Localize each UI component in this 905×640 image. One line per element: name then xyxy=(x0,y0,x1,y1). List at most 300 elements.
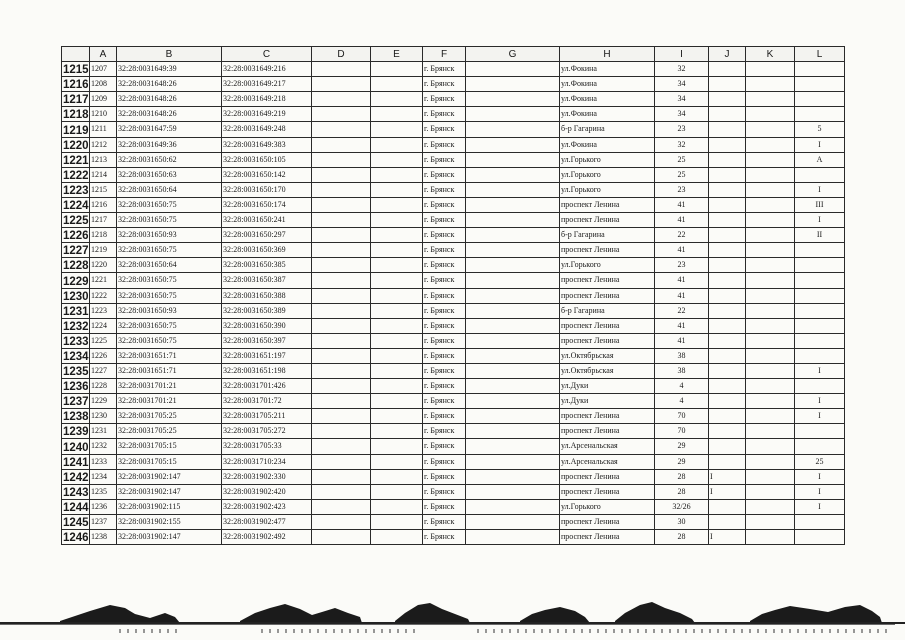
cell-c[interactable]: 32:28:0031705:272 xyxy=(222,424,312,439)
cell-i[interactable]: 41 xyxy=(655,273,709,288)
cell-d[interactable] xyxy=(312,303,371,318)
row-number[interactable]: 1245 xyxy=(62,514,90,529)
cell-g[interactable] xyxy=(466,243,560,258)
cell-g[interactable] xyxy=(466,77,560,92)
cell-k[interactable] xyxy=(746,379,795,394)
cell-l[interactable]: 5 xyxy=(795,122,845,137)
cell-e[interactable] xyxy=(371,92,423,107)
row-number[interactable]: 1221 xyxy=(62,152,90,167)
row-number[interactable]: 1222 xyxy=(62,167,90,182)
cell-f[interactable]: г. Брянск xyxy=(423,514,466,529)
cell-i[interactable]: 70 xyxy=(655,409,709,424)
cell-i[interactable]: 23 xyxy=(655,182,709,197)
cell-i[interactable]: 41 xyxy=(655,197,709,212)
cell-b[interactable]: 32:28:0031650:75 xyxy=(117,273,222,288)
cell-d[interactable] xyxy=(312,439,371,454)
cell-a[interactable]: 1219 xyxy=(90,243,117,258)
cell-e[interactable] xyxy=(371,288,423,303)
cell-e[interactable] xyxy=(371,394,423,409)
cell-d[interactable] xyxy=(312,514,371,529)
cell-h[interactable]: проспект Ленина xyxy=(560,197,655,212)
cell-e[interactable] xyxy=(371,243,423,258)
cell-f[interactable]: г. Брянск xyxy=(423,92,466,107)
cell-k[interactable] xyxy=(746,424,795,439)
cell-k[interactable] xyxy=(746,484,795,499)
cell-a[interactable]: 1226 xyxy=(90,348,117,363)
cell-h[interactable]: проспект Ленина xyxy=(560,333,655,348)
cell-d[interactable] xyxy=(312,318,371,333)
cell-e[interactable] xyxy=(371,77,423,92)
cell-d[interactable] xyxy=(312,197,371,212)
cell-h[interactable]: проспект Ленина xyxy=(560,243,655,258)
cell-a[interactable]: 1210 xyxy=(90,107,117,122)
cell-i[interactable]: 32 xyxy=(655,137,709,152)
cell-k[interactable] xyxy=(746,454,795,469)
cell-i[interactable]: 29 xyxy=(655,454,709,469)
column-header-h[interactable]: H xyxy=(560,47,655,62)
cell-g[interactable] xyxy=(466,348,560,363)
cell-e[interactable] xyxy=(371,348,423,363)
column-header-b[interactable]: B xyxy=(117,47,222,62)
cell-a[interactable]: 1229 xyxy=(90,394,117,409)
cell-j[interactable] xyxy=(709,303,746,318)
cell-e[interactable] xyxy=(371,228,423,243)
cell-h[interactable]: ул.Октябрьская xyxy=(560,363,655,378)
row-number[interactable]: 1243 xyxy=(62,484,90,499)
cell-c[interactable]: 32:28:0031651:197 xyxy=(222,348,312,363)
cell-h[interactable]: ул.Арсенальская xyxy=(560,439,655,454)
cell-h[interactable]: ул.Горького xyxy=(560,258,655,273)
cell-k[interactable] xyxy=(746,303,795,318)
cell-c[interactable]: 32:28:0031651:198 xyxy=(222,363,312,378)
cell-b[interactable]: 32:28:0031650:75 xyxy=(117,318,222,333)
cell-g[interactable] xyxy=(466,394,560,409)
cell-j[interactable]: I xyxy=(709,530,746,545)
cell-h[interactable]: ул.Октябрьская xyxy=(560,348,655,363)
cell-i[interactable]: 41 xyxy=(655,213,709,228)
cell-c[interactable]: 32:28:0031650:389 xyxy=(222,303,312,318)
cell-d[interactable] xyxy=(312,363,371,378)
cell-f[interactable]: г. Брянск xyxy=(423,469,466,484)
cell-d[interactable] xyxy=(312,484,371,499)
cell-k[interactable] xyxy=(746,77,795,92)
cell-g[interactable] xyxy=(466,363,560,378)
cell-i[interactable]: 41 xyxy=(655,318,709,333)
cell-j[interactable] xyxy=(709,122,746,137)
cell-k[interactable] xyxy=(746,182,795,197)
cell-e[interactable] xyxy=(371,152,423,167)
row-number[interactable]: 1236 xyxy=(62,379,90,394)
cell-h[interactable]: проспект Ленина xyxy=(560,273,655,288)
cell-g[interactable] xyxy=(466,137,560,152)
cell-i[interactable]: 4 xyxy=(655,379,709,394)
column-header-j[interactable]: J xyxy=(709,47,746,62)
cell-l[interactable] xyxy=(795,77,845,92)
cell-f[interactable]: г. Брянск xyxy=(423,288,466,303)
cell-j[interactable] xyxy=(709,424,746,439)
cell-c[interactable]: 32:28:0031649:219 xyxy=(222,107,312,122)
cell-b[interactable]: 32:28:0031648:26 xyxy=(117,77,222,92)
cell-b[interactable]: 32:28:0031650:63 xyxy=(117,167,222,182)
row-number[interactable]: 1232 xyxy=(62,318,90,333)
cell-j[interactable] xyxy=(709,77,746,92)
column-header-k[interactable]: K xyxy=(746,47,795,62)
row-number[interactable]: 1244 xyxy=(62,499,90,514)
cell-k[interactable] xyxy=(746,213,795,228)
cell-d[interactable] xyxy=(312,152,371,167)
cell-b[interactable]: 32:28:0031650:93 xyxy=(117,303,222,318)
cell-b[interactable]: 32:28:0031647:59 xyxy=(117,122,222,137)
cell-g[interactable] xyxy=(466,454,560,469)
cell-l[interactable]: 25 xyxy=(795,454,845,469)
cell-k[interactable] xyxy=(746,530,795,545)
cell-a[interactable]: 1232 xyxy=(90,439,117,454)
cell-g[interactable] xyxy=(466,288,560,303)
cell-h[interactable]: ул.Горького xyxy=(560,167,655,182)
cell-c[interactable]: 32:28:0031902:477 xyxy=(222,514,312,529)
cell-g[interactable] xyxy=(466,484,560,499)
cell-d[interactable] xyxy=(312,213,371,228)
cell-h[interactable]: б-р Гагарина xyxy=(560,303,655,318)
cell-c[interactable]: 32:28:0031902:420 xyxy=(222,484,312,499)
cell-a[interactable]: 1228 xyxy=(90,379,117,394)
cell-b[interactable]: 32:28:0031650:62 xyxy=(117,152,222,167)
cell-k[interactable] xyxy=(746,514,795,529)
column-header-d[interactable]: D xyxy=(312,47,371,62)
cell-a[interactable]: 1231 xyxy=(90,424,117,439)
row-number[interactable]: 1233 xyxy=(62,333,90,348)
cell-g[interactable] xyxy=(466,273,560,288)
cell-j[interactable] xyxy=(709,394,746,409)
cell-e[interactable] xyxy=(371,439,423,454)
cell-e[interactable] xyxy=(371,213,423,228)
cell-j[interactable] xyxy=(709,92,746,107)
cell-f[interactable]: г. Брянск xyxy=(423,182,466,197)
cell-f[interactable]: г. Брянск xyxy=(423,62,466,77)
cell-i[interactable]: 22 xyxy=(655,228,709,243)
column-header-f[interactable]: F xyxy=(423,47,466,62)
cell-b[interactable]: 32:28:0031902:147 xyxy=(117,469,222,484)
cell-b[interactable]: 32:28:0031649:39 xyxy=(117,62,222,77)
cell-b[interactable]: 32:28:0031705:25 xyxy=(117,409,222,424)
row-number[interactable]: 1226 xyxy=(62,228,90,243)
cell-h[interactable]: проспект Ленина xyxy=(560,409,655,424)
cell-c[interactable]: 32:28:0031650:297 xyxy=(222,228,312,243)
cell-c[interactable]: 32:28:0031650:369 xyxy=(222,243,312,258)
cell-g[interactable] xyxy=(466,530,560,545)
cell-c[interactable]: 32:28:0031650:397 xyxy=(222,333,312,348)
cell-b[interactable]: 32:28:0031649:36 xyxy=(117,137,222,152)
cell-b[interactable]: 32:28:0031651:71 xyxy=(117,348,222,363)
row-number[interactable]: 1217 xyxy=(62,92,90,107)
cell-a[interactable]: 1209 xyxy=(90,92,117,107)
cell-a[interactable]: 1222 xyxy=(90,288,117,303)
cell-j[interactable] xyxy=(709,348,746,363)
cell-d[interactable] xyxy=(312,182,371,197)
cell-d[interactable] xyxy=(312,409,371,424)
cell-d[interactable] xyxy=(312,379,371,394)
cell-h[interactable]: проспект Ленина xyxy=(560,530,655,545)
cell-l[interactable] xyxy=(795,318,845,333)
cell-k[interactable] xyxy=(746,122,795,137)
cell-f[interactable]: г. Брянск xyxy=(423,152,466,167)
cell-h[interactable]: ул.Фокина xyxy=(560,62,655,77)
cell-e[interactable] xyxy=(371,333,423,348)
cell-a[interactable]: 1214 xyxy=(90,167,117,182)
cell-c[interactable]: 32:28:0031650:388 xyxy=(222,288,312,303)
cell-a[interactable]: 1234 xyxy=(90,469,117,484)
cell-b[interactable]: 32:28:0031705:15 xyxy=(117,439,222,454)
cell-i[interactable]: 25 xyxy=(655,167,709,182)
row-number[interactable]: 1229 xyxy=(62,273,90,288)
cell-a[interactable]: 1208 xyxy=(90,77,117,92)
cell-i[interactable]: 4 xyxy=(655,394,709,409)
cell-l[interactable]: I xyxy=(795,409,845,424)
cell-l[interactable]: II xyxy=(795,228,845,243)
cell-f[interactable]: г. Брянск xyxy=(423,439,466,454)
cell-h[interactable]: проспект Ленина xyxy=(560,424,655,439)
cell-g[interactable] xyxy=(466,152,560,167)
cell-h[interactable]: проспект Ленина xyxy=(560,318,655,333)
cell-a[interactable]: 1236 xyxy=(90,499,117,514)
cell-j[interactable]: I xyxy=(709,484,746,499)
cell-c[interactable]: 32:28:0031650:105 xyxy=(222,152,312,167)
row-number[interactable]: 1240 xyxy=(62,439,90,454)
row-number[interactable]: 1242 xyxy=(62,469,90,484)
row-number[interactable]: 1225 xyxy=(62,213,90,228)
cell-k[interactable] xyxy=(746,152,795,167)
column-header-c[interactable]: C xyxy=(222,47,312,62)
cell-j[interactable] xyxy=(709,152,746,167)
cell-e[interactable] xyxy=(371,499,423,514)
cell-e[interactable] xyxy=(371,514,423,529)
cell-j[interactable] xyxy=(709,288,746,303)
cell-h[interactable]: б-р Гагарина xyxy=(560,228,655,243)
cell-d[interactable] xyxy=(312,469,371,484)
cell-d[interactable] xyxy=(312,530,371,545)
cell-e[interactable] xyxy=(371,484,423,499)
cell-l[interactable] xyxy=(795,258,845,273)
cell-l[interactable]: I xyxy=(795,363,845,378)
cell-h[interactable]: ул.Фокина xyxy=(560,92,655,107)
cell-d[interactable] xyxy=(312,454,371,469)
cell-i[interactable]: 34 xyxy=(655,92,709,107)
cell-j[interactable] xyxy=(709,499,746,514)
cell-c[interactable]: 32:28:0031650:142 xyxy=(222,167,312,182)
cell-a[interactable]: 1207 xyxy=(90,62,117,77)
cell-b[interactable]: 32:28:0031705:25 xyxy=(117,424,222,439)
cell-h[interactable]: проспект Ленина xyxy=(560,469,655,484)
cell-i[interactable]: 34 xyxy=(655,77,709,92)
cell-k[interactable] xyxy=(746,469,795,484)
cell-i[interactable]: 28 xyxy=(655,469,709,484)
cell-d[interactable] xyxy=(312,107,371,122)
cell-i[interactable]: 41 xyxy=(655,243,709,258)
cell-h[interactable]: ул.Горького xyxy=(560,182,655,197)
cell-e[interactable] xyxy=(371,318,423,333)
cell-g[interactable] xyxy=(466,469,560,484)
cell-j[interactable] xyxy=(709,363,746,378)
cell-i[interactable]: 32/26 xyxy=(655,499,709,514)
row-number[interactable]: 1235 xyxy=(62,363,90,378)
cell-l[interactable] xyxy=(795,424,845,439)
cell-j[interactable] xyxy=(709,273,746,288)
row-number[interactable]: 1239 xyxy=(62,424,90,439)
cell-f[interactable]: г. Брянск xyxy=(423,318,466,333)
cell-a[interactable]: 1221 xyxy=(90,273,117,288)
cell-c[interactable]: 32:28:0031649:216 xyxy=(222,62,312,77)
cell-g[interactable] xyxy=(466,424,560,439)
cell-a[interactable]: 1235 xyxy=(90,484,117,499)
cell-c[interactable]: 32:28:0031649:218 xyxy=(222,92,312,107)
cell-g[interactable] xyxy=(466,92,560,107)
cell-l[interactable] xyxy=(795,348,845,363)
cell-a[interactable]: 1215 xyxy=(90,182,117,197)
cell-l[interactable]: I xyxy=(795,213,845,228)
column-header-a[interactable]: A xyxy=(90,47,117,62)
row-number[interactable]: 1241 xyxy=(62,454,90,469)
cell-g[interactable] xyxy=(466,62,560,77)
cell-e[interactable] xyxy=(371,454,423,469)
cell-a[interactable]: 1238 xyxy=(90,530,117,545)
cell-l[interactable] xyxy=(795,62,845,77)
cell-c[interactable]: 32:28:0031902:330 xyxy=(222,469,312,484)
cell-h[interactable]: ул.Фокина xyxy=(560,107,655,122)
cell-f[interactable]: г. Брянск xyxy=(423,258,466,273)
cell-b[interactable]: 32:28:0031650:75 xyxy=(117,333,222,348)
cell-e[interactable] xyxy=(371,258,423,273)
cell-h[interactable]: ул.Арсенальская xyxy=(560,454,655,469)
cell-a[interactable]: 1227 xyxy=(90,363,117,378)
cell-b[interactable]: 32:28:0031701:21 xyxy=(117,394,222,409)
cell-c[interactable]: 32:28:0031649:383 xyxy=(222,137,312,152)
cell-h[interactable]: проспект Ленина xyxy=(560,213,655,228)
cell-k[interactable] xyxy=(746,499,795,514)
cell-k[interactable] xyxy=(746,92,795,107)
cell-c[interactable]: 32:28:0031710:234 xyxy=(222,454,312,469)
cell-b[interactable]: 32:28:0031650:75 xyxy=(117,213,222,228)
cell-c[interactable]: 32:28:0031650:385 xyxy=(222,258,312,273)
cell-c[interactable]: 32:28:0031650:170 xyxy=(222,182,312,197)
cell-k[interactable] xyxy=(746,333,795,348)
cell-a[interactable]: 1211 xyxy=(90,122,117,137)
cell-f[interactable]: г. Брянск xyxy=(423,394,466,409)
cell-b[interactable]: 32:28:0031902:155 xyxy=(117,514,222,529)
cell-g[interactable] xyxy=(466,182,560,197)
cell-j[interactable] xyxy=(709,439,746,454)
cell-l[interactable]: А xyxy=(795,152,845,167)
row-number[interactable]: 1230 xyxy=(62,288,90,303)
cell-c[interactable]: 32:28:0031701:426 xyxy=(222,379,312,394)
cell-c[interactable]: 32:28:0031705:33 xyxy=(222,439,312,454)
cell-c[interactable]: 32:28:0031650:174 xyxy=(222,197,312,212)
cell-h[interactable]: ул.Фокина xyxy=(560,137,655,152)
cell-j[interactable] xyxy=(709,62,746,77)
cell-k[interactable] xyxy=(746,394,795,409)
cell-c[interactable]: 32:28:0031650:241 xyxy=(222,213,312,228)
cell-e[interactable] xyxy=(371,137,423,152)
row-number[interactable]: 1224 xyxy=(62,197,90,212)
cell-l[interactable]: III xyxy=(795,197,845,212)
cell-d[interactable] xyxy=(312,77,371,92)
cell-f[interactable]: г. Брянск xyxy=(423,273,466,288)
cell-d[interactable] xyxy=(312,243,371,258)
cell-k[interactable] xyxy=(746,167,795,182)
cell-g[interactable] xyxy=(466,409,560,424)
cell-a[interactable]: 1213 xyxy=(90,152,117,167)
column-header-e[interactable]: E xyxy=(371,47,423,62)
cell-j[interactable] xyxy=(709,409,746,424)
cell-k[interactable] xyxy=(746,288,795,303)
cell-b[interactable]: 32:28:0031701:21 xyxy=(117,379,222,394)
cell-l[interactable] xyxy=(795,303,845,318)
cell-b[interactable]: 32:28:0031650:75 xyxy=(117,288,222,303)
cell-f[interactable]: г. Брянск xyxy=(423,530,466,545)
cell-c[interactable]: 32:28:0031650:387 xyxy=(222,273,312,288)
cell-l[interactable] xyxy=(795,379,845,394)
cell-e[interactable] xyxy=(371,379,423,394)
cell-i[interactable]: 34 xyxy=(655,107,709,122)
cell-i[interactable]: 41 xyxy=(655,333,709,348)
row-number[interactable]: 1215 xyxy=(62,62,90,77)
cell-f[interactable]: г. Брянск xyxy=(423,303,466,318)
cell-i[interactable]: 23 xyxy=(655,258,709,273)
cell-i[interactable]: 28 xyxy=(655,484,709,499)
cell-l[interactable] xyxy=(795,273,845,288)
cell-f[interactable]: г. Брянск xyxy=(423,107,466,122)
cell-a[interactable]: 1212 xyxy=(90,137,117,152)
column-header-g[interactable]: G xyxy=(466,47,560,62)
cell-f[interactable]: г. Брянск xyxy=(423,409,466,424)
cell-j[interactable] xyxy=(709,167,746,182)
cell-j[interactable] xyxy=(709,454,746,469)
row-number[interactable]: 1219 xyxy=(62,122,90,137)
cell-l[interactable]: I xyxy=(795,137,845,152)
cell-k[interactable] xyxy=(746,137,795,152)
cell-c[interactable]: 32:28:0031649:248 xyxy=(222,122,312,137)
cell-d[interactable] xyxy=(312,167,371,182)
cell-i[interactable]: 22 xyxy=(655,303,709,318)
row-number[interactable]: 1246 xyxy=(62,530,90,545)
cell-c[interactable]: 32:28:0031649:217 xyxy=(222,77,312,92)
cell-l[interactable]: I xyxy=(795,394,845,409)
cell-l[interactable] xyxy=(795,243,845,258)
row-number[interactable]: 1231 xyxy=(62,303,90,318)
cell-j[interactable] xyxy=(709,379,746,394)
cell-k[interactable] xyxy=(746,228,795,243)
cell-e[interactable] xyxy=(371,197,423,212)
cell-b[interactable]: 32:28:0031902:115 xyxy=(117,499,222,514)
cell-l[interactable] xyxy=(795,92,845,107)
cell-e[interactable] xyxy=(371,303,423,318)
cell-i[interactable]: 70 xyxy=(655,424,709,439)
cell-h[interactable]: ул.Фокина xyxy=(560,77,655,92)
cell-l[interactable]: I xyxy=(795,469,845,484)
cell-e[interactable] xyxy=(371,363,423,378)
cell-e[interactable] xyxy=(371,167,423,182)
row-number[interactable]: 1227 xyxy=(62,243,90,258)
cell-f[interactable]: г. Брянск xyxy=(423,484,466,499)
cell-b[interactable]: 32:28:0031648:26 xyxy=(117,92,222,107)
row-number[interactable]: 1234 xyxy=(62,348,90,363)
cell-k[interactable] xyxy=(746,243,795,258)
cell-d[interactable] xyxy=(312,394,371,409)
cell-a[interactable]: 1218 xyxy=(90,228,117,243)
cell-l[interactable] xyxy=(795,107,845,122)
cell-j[interactable] xyxy=(709,333,746,348)
cell-i[interactable]: 41 xyxy=(655,288,709,303)
cell-j[interactable] xyxy=(709,182,746,197)
